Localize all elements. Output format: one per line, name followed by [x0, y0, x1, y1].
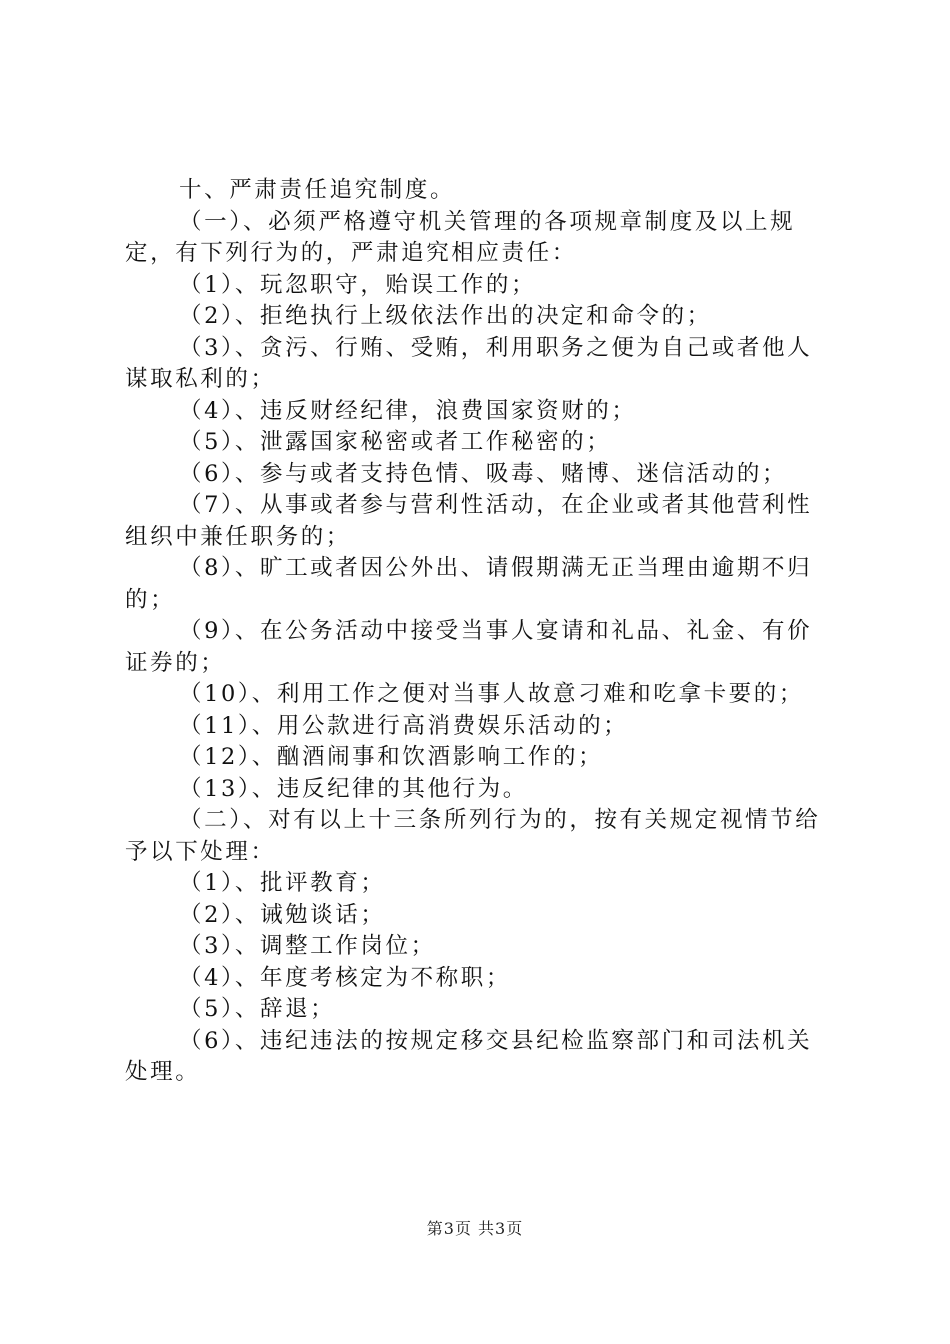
- list-item: （8）、旷工或者因公外出、请假期满无正当理由逾期不归的；: [125, 555, 813, 613]
- list-item: （6）、违纪违法的按规定移交县纪检监察部门和司法机关处理。: [125, 1027, 813, 1085]
- page-number-footer: 第3页 共3页: [426, 1219, 524, 1238]
- list-item: （7）、从事或者参与营利性活动，在企业或者其他营利性组织中兼任职务的；: [125, 492, 813, 550]
- clause-paragraph: （二）、对有以上十三条所列行为的，按有关规定视情节给予以下处理：: [125, 807, 821, 865]
- list-item: （13）、违反纪律的其他行为。: [179, 775, 528, 802]
- list-item: （10）、利用工作之便对当事人故意刁难和吃拿卡要的；: [179, 681, 804, 707]
- list-item: （5）、泄露国家秘密或者工作秘密的；: [179, 429, 612, 455]
- list-item: （1）、批评教育；: [179, 870, 386, 896]
- list-item: （9）、在公务活动中接受当事人宴请和礼品、礼金、有价证券的；: [125, 618, 813, 676]
- list-item: （12）、酗酒闹事和饮酒影响工作的；: [179, 744, 604, 770]
- list-item: （5）、辞退；: [179, 996, 336, 1022]
- section-heading: 十、严肃责任追究制度。: [179, 177, 456, 203]
- list-item: （11）、用公款进行高消费娱乐活动的；: [179, 712, 629, 739]
- document-body: [125, 175, 835, 1089]
- clause-paragraph: （一）、必须严格遵守机关管理的各项规章制度及以上规定，有下列行为的，严肃追究相应责任：: [125, 208, 796, 266]
- list-item: （6）、参与或者支持色情、吸毒、赌博、迷信活动的；: [179, 460, 788, 487]
- list-item: （4）、年度考核定为不称职；: [179, 964, 511, 991]
- list-item: （3）、贪污、行贿、受贿，利用职务之便为自己或者他人谋取私利的；: [125, 334, 813, 392]
- list-item: （4）、违反财经纪律，浪费国家资财的；: [179, 397, 637, 424]
- list-item: （3）、调整工作岗位；: [179, 933, 436, 959]
- list-item: （2）、诫勉谈话；: [179, 901, 386, 928]
- list-item: （2）、拒绝执行上级依法作出的决定和命令的；: [179, 303, 712, 329]
- list-item: （1）、玩忽职守，贻误工作的；: [179, 271, 537, 298]
